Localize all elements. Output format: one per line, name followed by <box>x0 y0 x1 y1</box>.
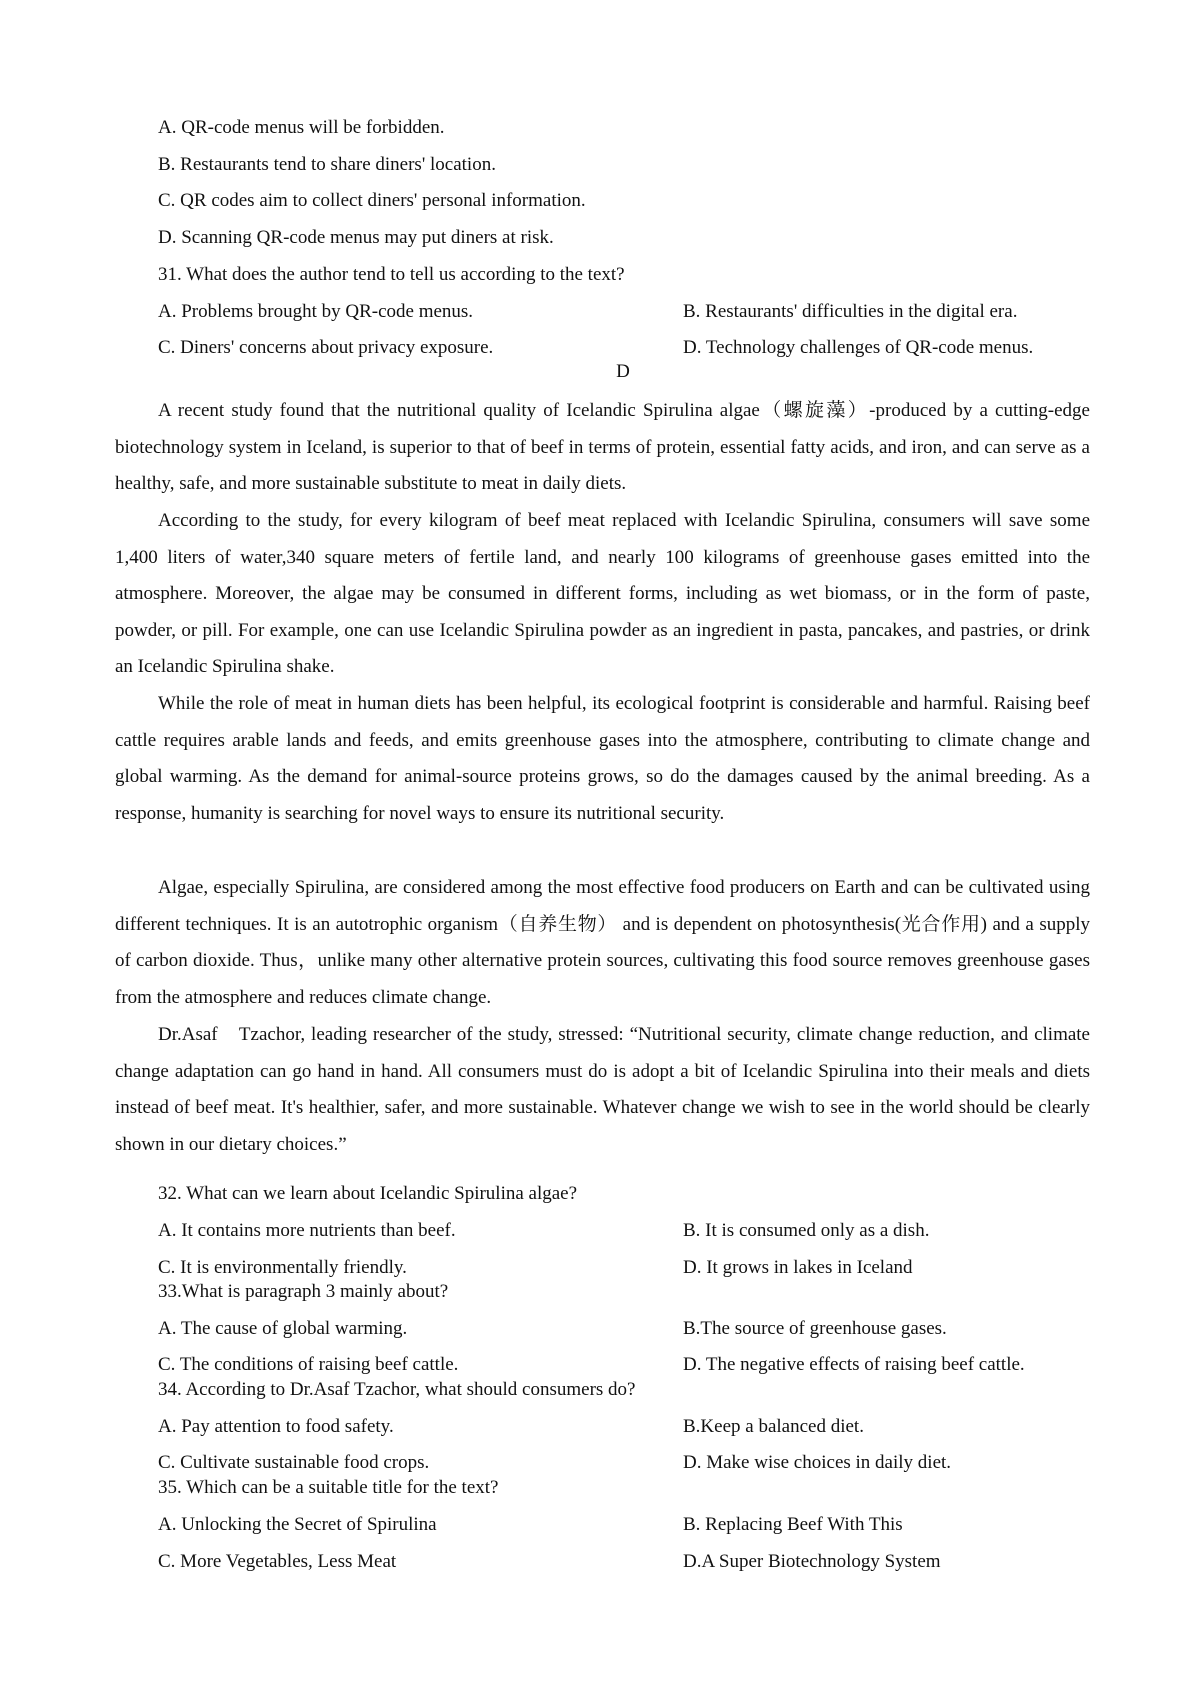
q35-option-d: D.A Super Biotechnology System <box>683 1551 941 1572</box>
q33-option-c: C. The conditions of raising beef cattle. <box>158 1354 459 1375</box>
q35-option-b: B. Replacing Beef With This <box>683 1514 903 1535</box>
passage-paragraph-4: Algae, especially Spirulina, are considered among the most effective food producers on Earth and can be cultivated using different techniques. It is an autotrophic organism（自养生物） and is dependent on photosynthesis(光合作用) and a supply of carbon dioxide. Thus，unlike many other alternative protein sources, cultivating this food source removes greenhouse gases from the atmosphere and reduces climate change. <box>115 877 1090 1008</box>
q33-stem: 33.What is paragraph 3 mainly about? <box>158 1281 449 1302</box>
q32-option-c: C. It is environmentally friendly. <box>158 1257 407 1278</box>
passage-paragraph-1: A recent study found that the nutritional quality of Icelandic Spirulina algae（螺旋藻）-produced by a cutting-edge biotechnology system in Iceland, is superior to that of beef in terms of protein, essential fatty acids, and iron, and can serve as a healthy, safe, and more sustainable substitute to meat in daily diets. <box>115 400 1090 495</box>
q31-option-c: C. Diners' concerns about privacy exposure. <box>158 337 494 358</box>
q34-option-d: D. Make wise choices in daily diet. <box>683 1452 952 1473</box>
q32-option-b: B. It is consumed only as a dish. <box>683 1220 930 1241</box>
q31-option-b: B. Restaurants' difficulties in the digital era. <box>683 301 1018 322</box>
q35-option-a: A. Unlocking the Secret of Spirulina <box>158 1514 437 1535</box>
q32-option-a: A. It contains more nutrients than beef. <box>158 1220 456 1241</box>
q33-option-b: B.The source of greenhouse gases. <box>683 1318 947 1339</box>
q30-option-a: A. QR-code menus will be forbidden. <box>158 117 445 138</box>
q34-option-b: B.Keep a balanced diet. <box>683 1416 864 1437</box>
q30-option-d: D. Scanning QR-code menus may put diners at risk. <box>158 227 554 248</box>
q32-stem: 32. What can we learn about Icelandic Spirulina algae? <box>158 1183 578 1204</box>
q31-option-a: A. Problems brought by QR-code menus. <box>158 301 474 322</box>
passage-paragraph-2: According to the study, for every kilogram of beef meat replaced with Icelandic Spirulina, consumers will save some 1,400 liters of water,340 square meters of fertile land, and nearly 100 kilograms of greenhouse gases emitted into the atmosphere. Moreover, the algae may be consumed in different forms, including as wet biomass, or in the form of paste, powder, or pill. For example, one can use Icelandic Spirulina powder as an ingredient in pasta, pancakes, and pastries, or drink an Icelandic Spirulina shake. <box>115 510 1090 678</box>
q35-stem: 35. Which can be a suitable title for the text? <box>158 1477 499 1498</box>
q30-option-b: B. Restaurants tend to share diners' location. <box>158 154 496 175</box>
q34-option-c: C. Cultivate sustainable food crops. <box>158 1452 430 1473</box>
q30-option-c: C. QR codes aim to collect diners' personal information. <box>158 190 586 211</box>
q33-option-d: D. The negative effects of raising beef cattle. <box>683 1354 1025 1375</box>
q31-stem: 31. What does the author tend to tell us according to the text? <box>158 264 625 285</box>
q32-option-d: D. It grows in lakes in Iceland <box>683 1257 913 1278</box>
passage-paragraph-3: While the role of meat in human diets has been helpful, its ecological footprint is considerable and harmful. Raising beef cattle requires arable lands and feeds, and emits greenhouse gases into the atmosphere, contributing to climate change and global warming. As the demand for animal-source proteins grows, so do the damages caused by the animal breeding. As a response, humanity is searching for novel ways to ensure its nutritional security. <box>115 693 1090 824</box>
q35-option-c: C. More Vegetables, Less Meat <box>158 1551 397 1572</box>
passage-paragraph-5: Dr.Asaf Tzachor, leading researcher of the study, stressed: “Nutritional security, climate change reduction, and climate change adaptation can go hand in hand. All consumers must do is adopt a bit of Icelandic Spirulina into their meals and diets instead of beef meat. It's healthier, safer, and more sustainable. Whatever change we wish to see in the world should be clearly shown in our dietary choices.” <box>115 1024 1090 1155</box>
section-label: D <box>616 361 630 382</box>
q34-stem: 34. According to Dr.Asaf Tzachor, what should consumers do? <box>158 1379 636 1400</box>
q31-option-d: D. Technology challenges of QR-code menus. <box>683 337 1034 358</box>
q33-option-a: A. The cause of global warming. <box>158 1318 408 1339</box>
q34-option-a: A. Pay attention to food safety. <box>158 1416 394 1437</box>
